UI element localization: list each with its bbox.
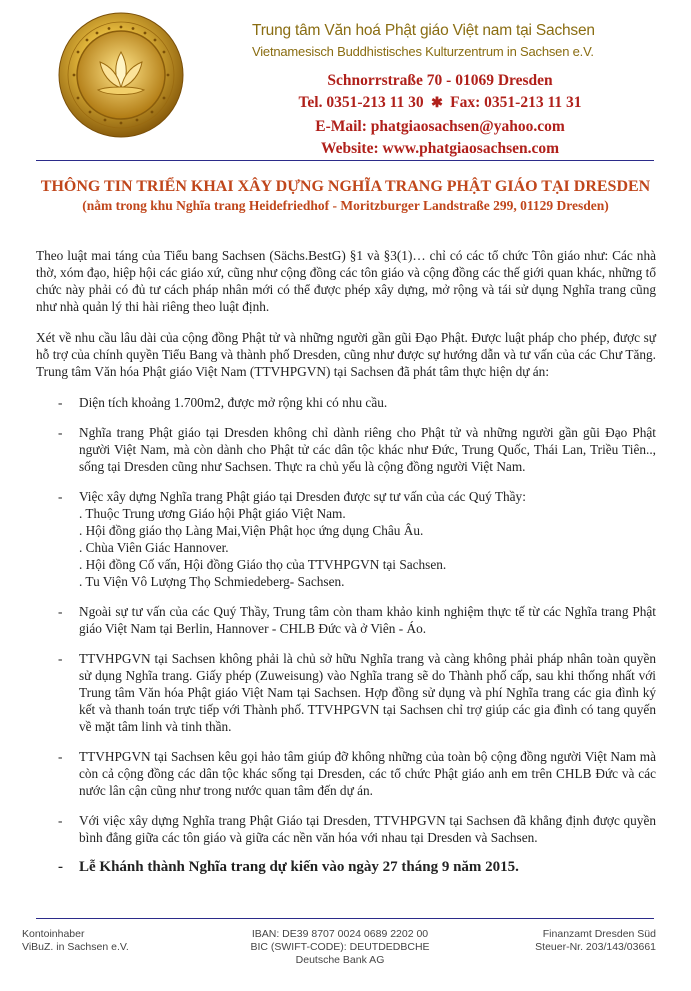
list-item [36,748,656,799]
inauguration-date-item [36,859,656,876]
dash-bullet: - [58,395,63,410]
advisor-item: . Chùa Viên Giác Hannover. [79,540,229,555]
list-item-text: Với việc xây dựng Nghĩa trang Phật Giáo tại Dresden, TTVHPGVN tại Sachsen đã khẳng định được quyền bình đẳng giữa các tôn giáo và giữa các nền văn hóa với nhau tại Dresden và Sachsen. [79,813,656,845]
document-title: THÔNG TIN TRIỂN KHAI XÂY DỰNG NGHĨA TRANG PHẬT GIÁO TẠI DRESDEN [40,178,651,195]
footer-tax-info [470,928,656,954]
advisor-item: . Thuộc Trung ương Giáo hội Phật giáo Việt Nam. [79,506,346,521]
website-link[interactable]: Website: www.phatgiaosachsen.com [320,140,560,157]
email-address[interactable]: E-Mail: phatgiaosachsen@yahoo.com [315,118,565,135]
list-item [36,812,656,846]
lotus-seal-icon [58,12,184,138]
header-divider [36,160,654,161]
document-body [36,247,656,889]
list-item-text: Lễ Khánh thành Nghĩa trang dự kiến vào ngày 27 tháng 9 năm 2015. [79,859,519,875]
phone-fax-line [200,94,680,112]
footer-text: ViBuZ. in Sachsen e.V. [22,941,129,953]
footer-bic: BIC (SWIFT-CODE): DEUTDEDBCHE [250,941,430,953]
footer-bank-name: Deutsche Bank AG [295,954,385,966]
list-item-text: TTVHPGVN tại Sachsen kêu gọi hảo tâm giúp đỡ không những của toàn bộ cộng đồng người Việt Nam mà còn cả cộng đồng các dân tộc khác sống tại Dresden, các tổ chức Phật giáo anh em trên CHLB Đức và các nước lân cận cũng như trong nước quan tâm đến dự án. [79,749,656,798]
star-icon: ✱ [427,96,447,111]
advisors-sublist [79,505,656,590]
phone-number: Tel. 0351-213 11 30 [298,94,424,111]
advisor-item: . Hội đồng Cố vấn, Hội đồng Giáo thọ của TTVHPGVN tại Sachsen. [79,557,447,572]
project-details-list [36,394,656,876]
org-logo [58,12,184,138]
dash-bullet: - [58,604,63,619]
footer-bank-details [200,928,480,967]
list-item [36,424,656,475]
list-item-text: TTVHPGVN tại Sachsen không phải là chủ sở hữu Nghĩa trang và càng không phải pháp nhân toàn quyền sử dụng Nghĩa trang. Giấy phép (Zuweisung) vào Nghĩa trang sẽ do Thành phố cấp, sau khi thống nhất với Trung tâm Văn hóa Phật giáo Việt Nam tại Sachsen. Hợp đồng sử dụng và phí Nghĩa trang các gia đình ký kết và thanh toán trực tiếp với Thành phố. TTVHPGVN tại Sachsen chỉ trợ giúp các gia đình có tang quyến về mặt tâm linh và tinh thần. [79,651,656,734]
list-item-text: Diện tích khoảng 1.700m2, được mở rộng khi có nhu cầu. [79,395,388,410]
list-item-text: Nghĩa trang Phật giáo tại Dresden không chỉ dành riêng cho Phật tử và những người gần gũi Đạo Phật người Việt Nam, mà còn dành cho Phật tử các dân tộc khác như Đức, Trung Quốc, Thái Lan, Triều Tiên.., sống tại Dresden cũng như Sachsen. Thực ra chủ yếu là cộng đồng người Việt Nam. [79,425,656,474]
org-name-vietnamese: Trung tâm Văn hoá Phật giáo Việt nam tại Sachsen [252,22,595,39]
advisor-item: . Hội đồng giáo thọ Làng Mai,Viện Phật học ứng dụng Châu Âu. [79,523,424,538]
footer-tax-office: Finanzamt Dresden Süd [542,928,656,940]
paragraph: Xét về nhu cầu lâu dài của cộng đồng Phật tử và những người gần gũi Đạo Phật. Được luật pháp cho phép, được sự hỗ trợ của chính quyền Tiểu Bang và thành phố Dresden, cũng như được sự hướng dẫn và tư vấn của các Chư Tăng. Trung tâm Văn hóa Phật giáo Việt Nam (TTVHPGVN) tại Sachsen đã phát tâm thực hiện dự án: [36,330,656,379]
footer-account-holder [22,928,129,954]
list-item [36,603,656,637]
dash-bullet: - [58,813,63,828]
list-item [36,394,656,411]
org-name-german: Vietnamesisch Buddhistisches Kulturzentrum in Sachsen e.V. [252,44,594,59]
dash-bullet: - [58,859,63,875]
dash-bullet: - [58,425,63,440]
list-item-text: Ngoài sự tư vấn của các Quý Thầy, Trung tâm còn tham khảo kinh nghiệm thực tế từ các Nghĩa trang Phật giáo Việt Nam tại Berlin, Hannover - CHLB Đức và ở Viên - Áo. [79,604,656,636]
footer-text: Kontoinhaber [22,928,85,940]
address: Schnorrstraße 70 - 01069 Dresden [327,72,553,89]
paragraph: Theo luật mai táng của Tiểu bang Sachsen (Sächs.BestG) §1 và §3(1)… chỉ có các tổ chức Tôn giáo như: Các nhà thờ, xóm đạo, hiệp hội các giáo xứ, cũng như cộng đồng các tôn giáo và cộng đồng các thế giới quan khác, những tổ chức này phải có đủ tư cách pháp nhân mới có thể được phép xây dựng, mở rộng và tái sử dụng Nghĩa trang cũng như nhà quản lý thi hài riêng theo luật định. [36,248,656,314]
footer-divider [36,918,654,919]
list-item-text: Việc xây dựng Nghĩa trang Phật giáo tại Dresden được sự tư vấn của các Quý Thầy: [79,489,526,504]
fax-number: Fax: 0351-213 11 31 [450,94,582,111]
footer-iban: IBAN: DE39 8707 0024 0689 2202 00 [251,928,429,940]
dash-bullet: - [58,651,63,666]
list-item [36,650,656,735]
list-item [36,488,656,590]
footer-tax-number: Steuer-Nr. 203/143/03661 [535,941,656,953]
document-subtitle: (nằm trong khu Nghĩa trang Heidefriedhof - Moritzburger Landstraße 299, 01129 Dresden) [82,198,609,213]
dash-bullet: - [58,489,63,504]
dash-bullet: - [58,749,63,764]
advisor-item: . Tu Viện Vô Lượng Thọ Schmiedeberg- Sachsen. [79,574,345,589]
